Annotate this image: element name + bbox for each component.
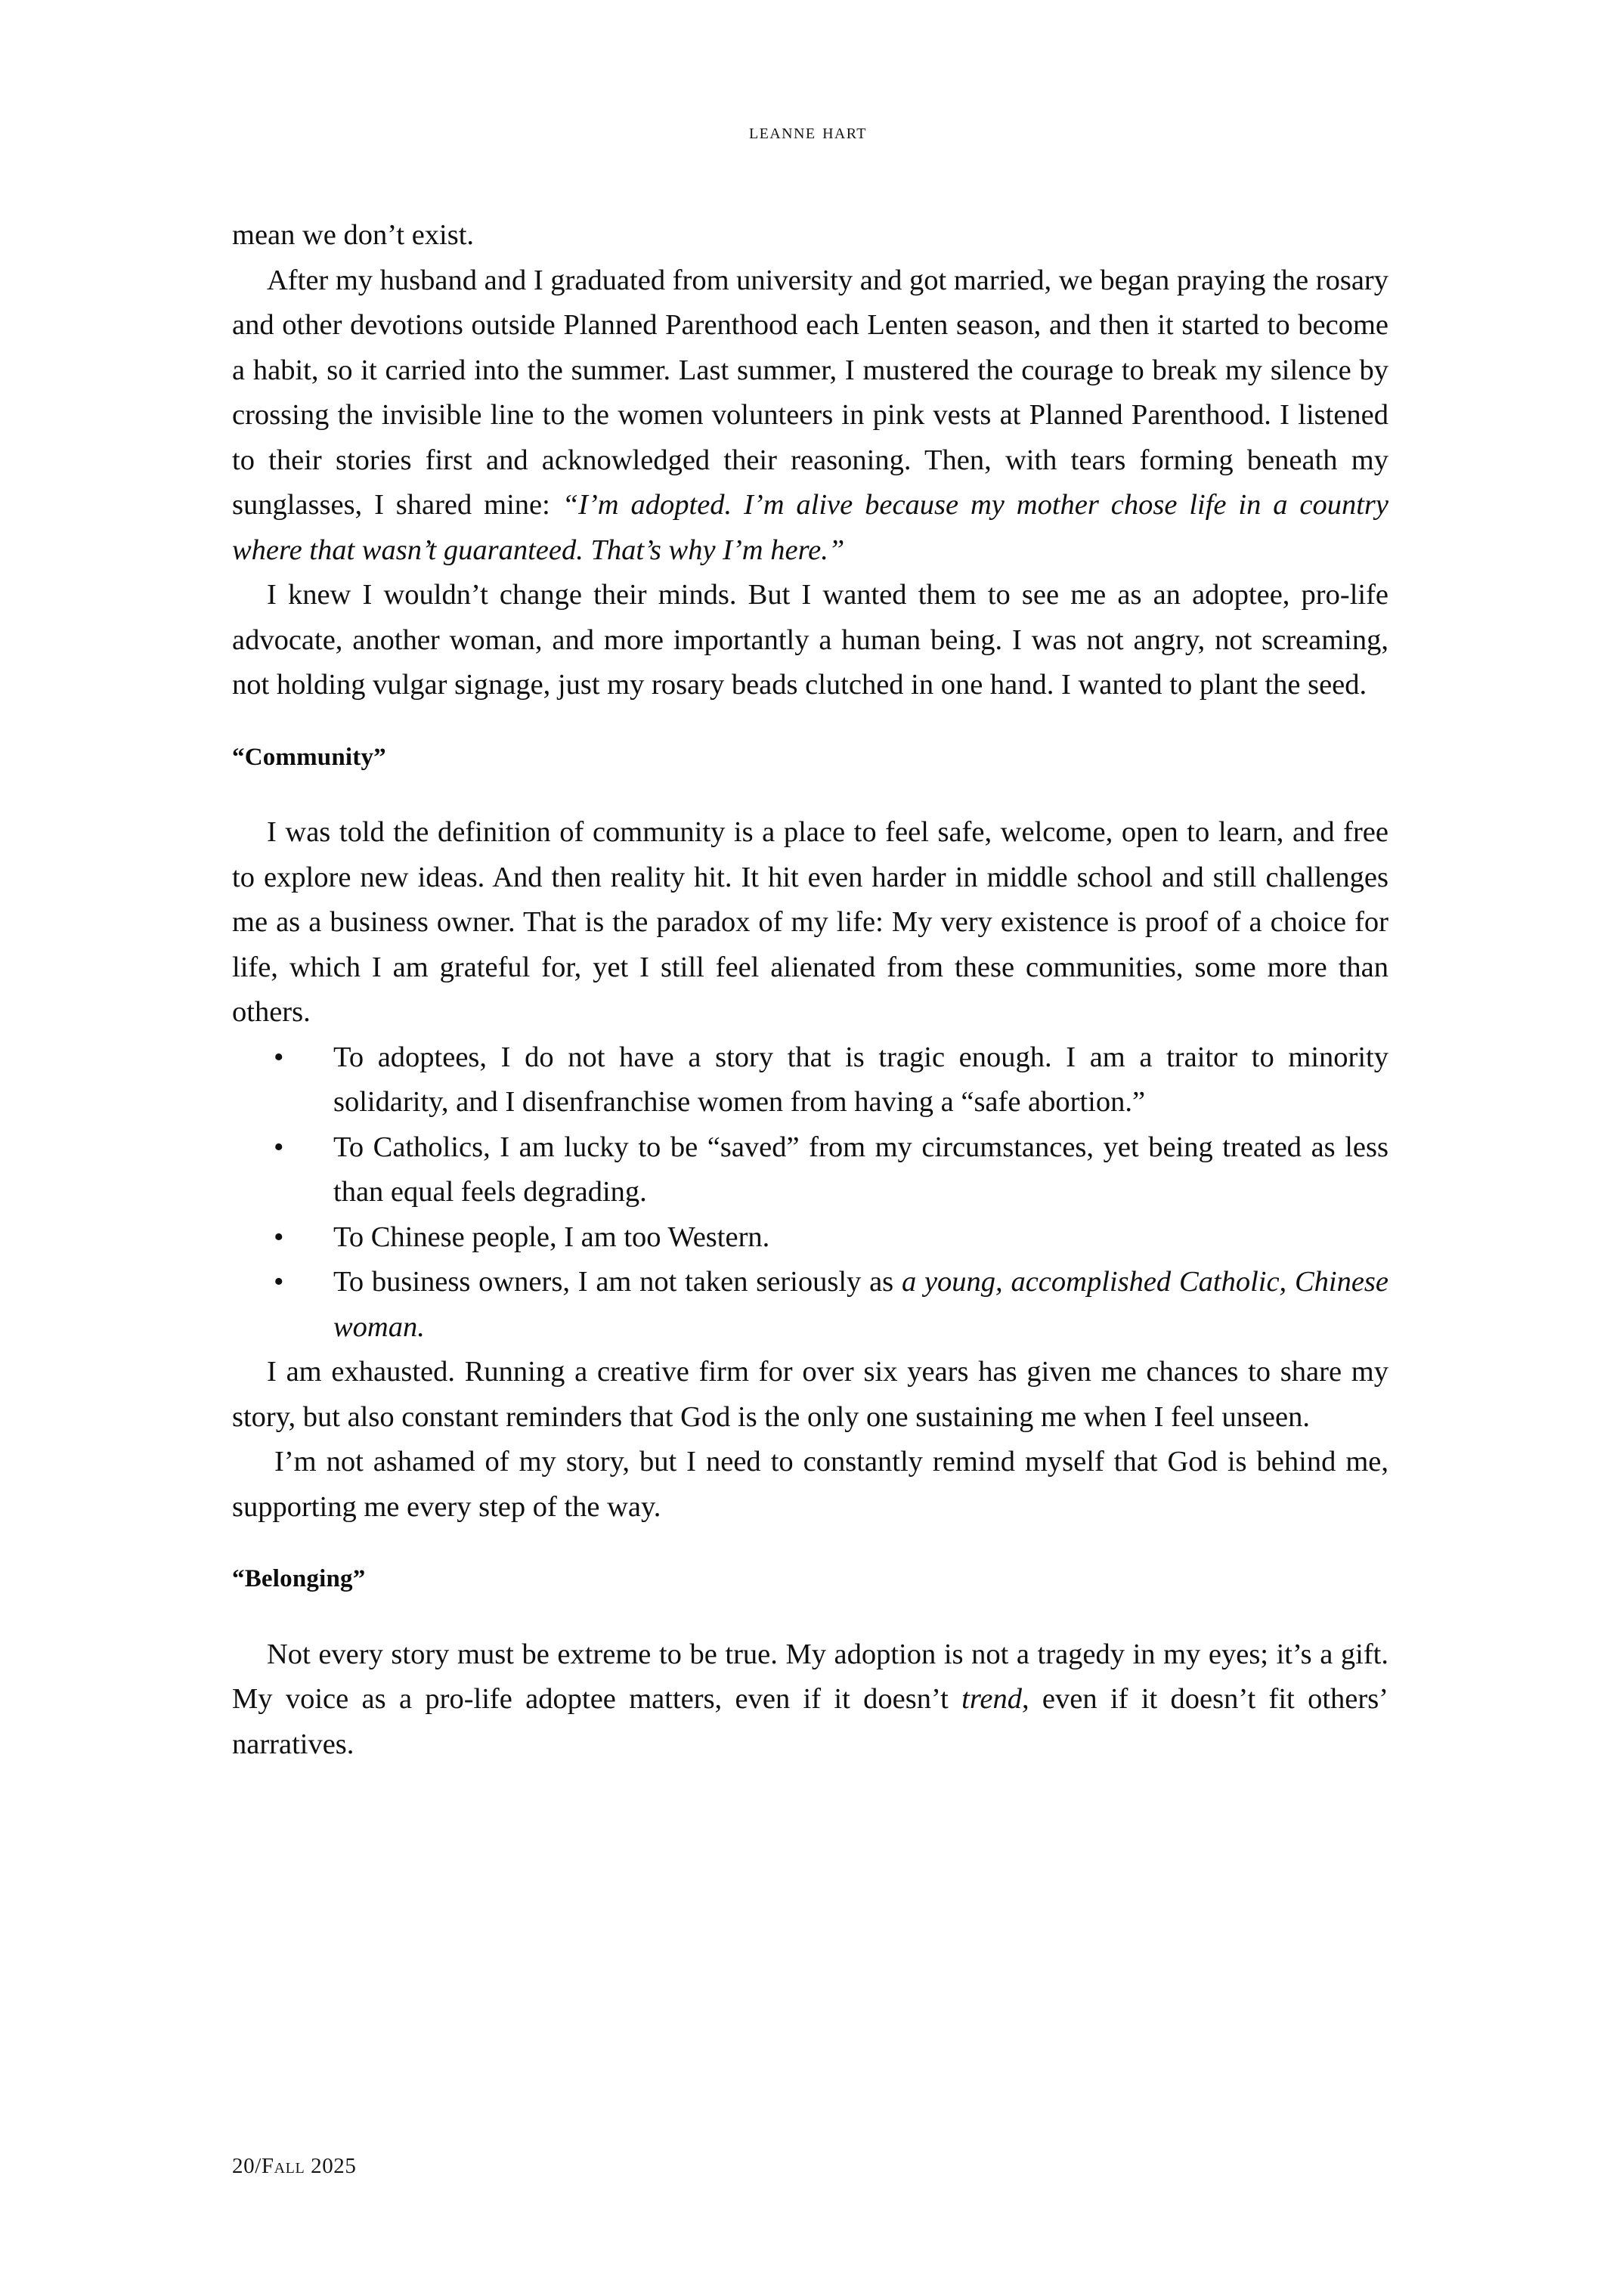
paragraph-exhausted: I am exhausted. Running a creative firm for over six years has given me chances to share my story, but also constant reminders that God is the only one sustaining me when I feel unseen. [232, 1356, 1388, 1433]
paragraph-not-ashamed: I’m not ashamed of my story, but I need to constantly remind myself that God is behind me, supporting me every step of the way. [232, 1446, 1388, 1523]
paragraph-after-married-text: After my husband and I graduated from university and got married, we began praying the rosary and other devotions outside Planned Parenthood each Lenten season, and then it started to become a habit, so it carried into the summer. Last summer, I mustered the courage to break my silence by crossing the invisible line to the women volunteers in pink vests at Planned Parenthood. I listened to their stories first and acknowledged their reasoning. Then, with tears forming beneath my sunglasses, I shared mine: [232, 264, 1388, 521]
body-text-column [232, 213, 1388, 1767]
list-item-text: To adoptees, I do not have a story that is tragic enough. I am a traitor to minority solidarity, and I disenfranchise women from having a “safe abortion.” [333, 1041, 1388, 1118]
paragraph-after-married [232, 258, 1388, 574]
bullet-marker-icon: • [274, 1221, 284, 1253]
list-item-text: To Catholics, I am lucky to be “saved” from my circumstances, yet being treated as less than equal feels degrading. [333, 1131, 1388, 1208]
list-item-text [333, 1260, 1388, 1350]
bullet-marker-icon: • [274, 1041, 284, 1073]
paragraph-belonging-italic: trend [961, 1683, 1022, 1715]
bullet-marker-icon: • [274, 1131, 284, 1163]
list-item-text-italic: a young, accomplished Catholic, Chinese woman. [333, 1266, 1388, 1343]
spacer [232, 1530, 1388, 1557]
bullet-list [232, 1035, 1388, 1351]
subheading-community: “Community” [232, 743, 386, 771]
paragraph-belonging-lead: Not every story must be extreme to be true. My adoption is not a tragedy in my eyes; it’s a gift. My voice as a pro-life adoptee matters, even if it doesn’t [232, 1638, 1388, 1715]
paragraph-belonging-tail: , even if it doesn’t fit others’ narratives. [232, 1683, 1389, 1760]
quoted-italic-passage: “I’m adopted. I’m alive because my mother chose life in a country where that wasn’t guaranteed. That’s why I’m here.” [232, 489, 1388, 566]
spacer [232, 708, 1388, 735]
list-item-text-lead: To business owners, I am not taken seriously as [333, 1266, 902, 1298]
list-item [232, 1215, 1388, 1261]
subheading-belonging: “Belonging” [232, 1565, 366, 1592]
list-item-text: To Chinese people, I am too Western. [333, 1221, 770, 1253]
spacer [232, 780, 1388, 810]
paragraph-community: I was told the definition of community is a place to feel safe, welcome, open to learn, and free to explore new ideas. And then reality hit. It hit even harder in middle school and still challenges me as a business owner. That is the paradox of my life: My very existence is proof of a choice for life, which I am grateful for, yet I still feel alienated from these communities, some more than others. [232, 816, 1388, 1028]
page-folio: 20/Fall 2025 [232, 2154, 357, 2178]
paragraph-continued: mean we don’t exist. [232, 219, 475, 251]
list-item [232, 1125, 1388, 1215]
spacer [232, 1602, 1388, 1632]
running-head: leanne hart [749, 119, 867, 144]
list-item [232, 1035, 1388, 1125]
bullet-marker-icon: • [274, 1266, 284, 1298]
paragraph-i-knew: I knew I wouldn’t change their minds. But I wanted them to see me as an adoptee, pro-life advocate, another woman, and more importantly a human being. I was not angry, not screaming, not holding vulgar signage, just my rosary beads clutched in one hand. I wanted to plant the seed. [232, 579, 1388, 701]
list-item [232, 1260, 1388, 1350]
paragraph-belonging [232, 1632, 1388, 1768]
